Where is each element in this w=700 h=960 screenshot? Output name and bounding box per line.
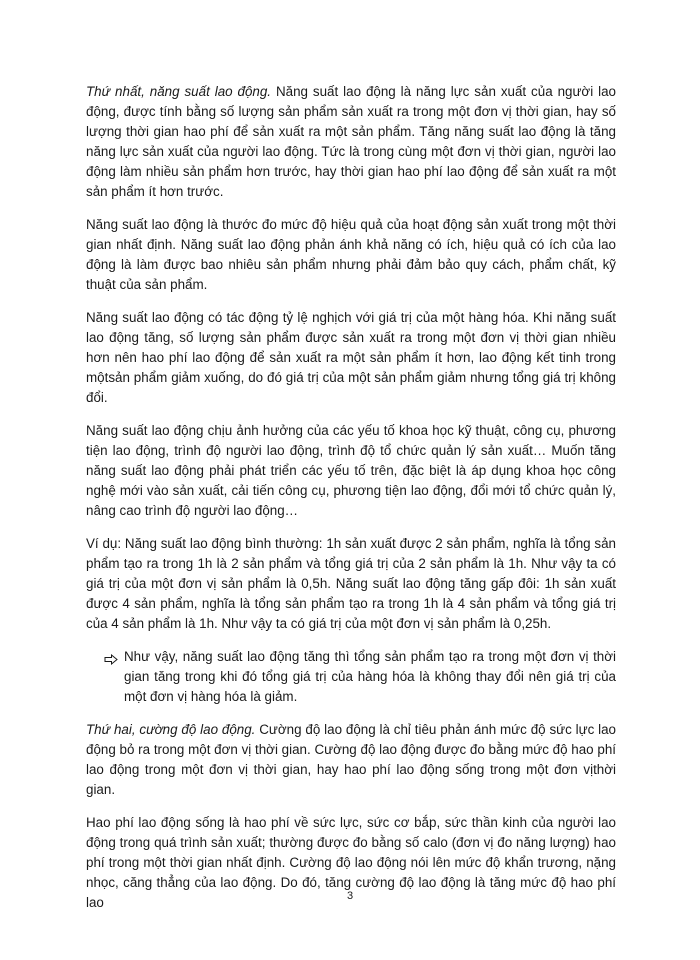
heading-labor-productivity: Thứ nhất, năng suất lao động. bbox=[86, 84, 272, 99]
paragraph-productivity-measure: Năng suất lao động là thước đo mức độ hiệu quả của hoạt động sản xuất trong một thời gian nhất định. Năng suất lao động phản ánh khả năng có ích, hiệu quả có ích của lao động là làm được bao nhiêu sản phẩm nhưng phải đảm bảo quy cách, phẩm chất, kỹ thuật của sản phẩm. bbox=[86, 217, 616, 292]
heading-labor-intensity: Thứ hai, cường độ lao động. bbox=[86, 722, 256, 737]
paragraph-living-labor: Hao phí lao động sống là hao phí về sức lực, sức cơ bắp, sức thần kinh của người lao động trong quá trình sản xuất; thường được đo bằng số calo (đơn vị đo năng lượng) hao phí trong một thời gian nhất định. Cường độ lao động nói lên mức độ khẩn trương, nặng nhọc, căng thẳng của lao động. Do đó, tăng cường độ lao động là tăng mức độ hao phí lao bbox=[86, 815, 616, 910]
paragraph-labor-intensity bbox=[86, 720, 616, 800]
paragraph-productivity-value: Năng suất lao động có tác động tỷ lệ nghịch với giá trị của một hàng hóa. Khi năng suất lao động tăng, số lượng sản phẩm được sản xuất ra trong một đơn vị thời gian nhiều hơn nên hao phí lao động để sản xuất ra một sản phẩm ít hơn, lao động kết tinh trong mộtsản phẩm giảm xuống, do đó giá trị của một sản phẩm giảm nhưng tổng giá trị không đổi. bbox=[86, 310, 616, 405]
paragraph-productivity-factors: Năng suất lao động chịu ảnh hưởng của các yếu tố khoa học kỹ thuật, công cụ, phương tiện lao động, trình độ người lao động, trình độ tổ chức quản lý sản xuất… Muốn tăng năng suất lao động phải phát triển các yếu tố trên, đặc biệt là áp dụng khoa học công nghệ mới vào sản xuất, cải tiến công cụ, phương tiện lao động, đổi mới tổ chức quản lý, nâng cao trình độ người lao động… bbox=[86, 423, 616, 518]
paragraph-text: Năng suất lao động là năng lực sản xuất của người lao động, được tính bằng số lượng sản phẩm sản xuất ra trong một đơn vị thời gian, hay số lượng thời gian hao phí để sản xuất ra một sản phẩm. Tăng năng suất lao động là tăng năng lực sản xuất của người lao động. Tức là trong cùng một đơn vị thời gian, người lao động làm nhiều sản phẩm hơn trước, hay thời gian hao phí lao động để sản xuất ra một sản phẩm ít hơn trước. bbox=[86, 84, 616, 199]
bullet-text: Như vậy, năng suất lao động tăng thì tổng sản phẩm tạo ra trong một đơn vị thời gian tăng trong khi đó tổng giá trị của hàng hóa là không thay đổi nên giá trị của một đơn vị hàng hóa là giảm. bbox=[124, 649, 616, 704]
page-number: 3 bbox=[346, 890, 354, 902]
paragraph-text: Cường độ lao động là chỉ tiêu phản ánh mức độ sức lực lao động bỏ ra trong một đơn vị thời gian. Cường độ lao động được đo bằng mức độ hao phí lao động trong một đơn vị thời gian, hay hao phí lao động sống trong một đơn vịthời gian. bbox=[86, 722, 617, 797]
hollow-right-arrow-icon bbox=[104, 647, 124, 707]
paragraph-example: Ví dụ: Năng suất lao động bình thường: 1h sản xuất được 2 sản phẩm, nghĩa là tổng sản phẩm tạo ra trong 1h là 2 sản phẩm và tổng giá trị của 2 sản phẩm là 1h. Như vậy ta có giá trị của một đơn vị sản phẩm là 0,5h. Năng suất lao động tăng gấp đôi: 1h sản xuất được 4 sản phẩm, nghĩa là tổng sản phẩm tạo ra trong 1h là 4 sản phẩm và tổng giá trị của 4 sản phẩm là 1h. Như vậy ta có giá trị của một đơn vị sản phẩm là 0,25h. bbox=[86, 536, 616, 631]
conclusion-bullet bbox=[104, 647, 616, 707]
paragraph-labor-productivity bbox=[86, 82, 616, 202]
document-page bbox=[86, 82, 616, 926]
